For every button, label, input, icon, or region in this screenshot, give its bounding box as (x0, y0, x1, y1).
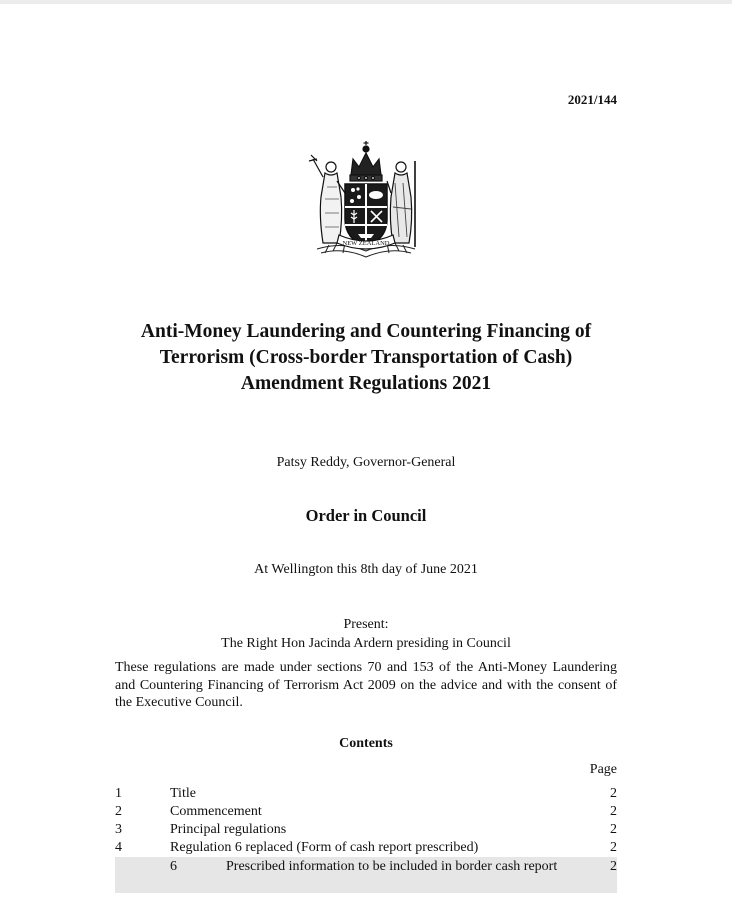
toc-number: 2 (115, 804, 122, 819)
shield-icon (345, 184, 387, 247)
crown-icon (350, 141, 382, 181)
toc-number: 3 (115, 822, 122, 837)
title-line: Amendment Regulations 2021 (240, 373, 492, 394)
toc-row-commencement[interactable] (115, 803, 617, 821)
contents-heading: Contents (339, 736, 393, 751)
title-line: Terrorism (Cross-border Transportation of Cash) (159, 347, 573, 368)
toc-number: 4 (115, 840, 122, 855)
preamble-paragraph: These regulations are made under sections 70 and 153 of the Anti-Money Laundering and Countering Financing of Terrorism Act 2009 on the advice and with the consent of the Executive Council. (115, 660, 617, 710)
toc-page: 2 (610, 804, 617, 819)
toc-label: Title (170, 786, 196, 801)
banner-text: NEW ZEALAND (342, 240, 390, 247)
coat-of-arms-icon (303, 137, 429, 265)
toc-row-title[interactable] (115, 785, 617, 803)
toc-row-principal-regulations[interactable] (115, 821, 617, 839)
present-label: Present: (343, 617, 389, 632)
page-column-label: Page (589, 762, 617, 777)
toc-label: Prescribed information to be included in border cash report (226, 859, 558, 874)
toc-page: 2 (610, 822, 617, 837)
toc-page: 2 (610, 859, 617, 874)
governor-general: Patsy Reddy, Governor-General (276, 455, 456, 470)
top-border (0, 0, 732, 4)
toc-label: Commencement (170, 804, 262, 819)
toc-label: Principal regulations (170, 822, 287, 837)
toc-number: 6 (170, 859, 177, 874)
toc-row-regulation-6-replaced[interactable] (115, 839, 617, 857)
title-line: Anti-Money Laundering and Countering Financing of (140, 321, 592, 342)
left-supporter-icon (309, 155, 345, 243)
document-title (100, 319, 632, 397)
document-number: 2021/144 (567, 92, 617, 107)
order-heading: Order in Council (305, 506, 427, 525)
toc-page: 2 (610, 786, 617, 801)
present-block (0, 615, 732, 653)
toc-page: 2 (610, 840, 617, 855)
right-supporter-icon (387, 161, 415, 247)
presiding-text: The Right Hon Jacinda Ardern presiding in Council (221, 636, 511, 651)
table-of-contents (115, 785, 617, 893)
place-date: At Wellington this 8th day of June 2021 (254, 562, 478, 577)
toc-subrow-prescribed-information[interactable] (115, 857, 617, 893)
toc-number: 1 (115, 786, 122, 801)
toc-label: Regulation 6 replaced (Form of cash report prescribed) (170, 840, 479, 855)
